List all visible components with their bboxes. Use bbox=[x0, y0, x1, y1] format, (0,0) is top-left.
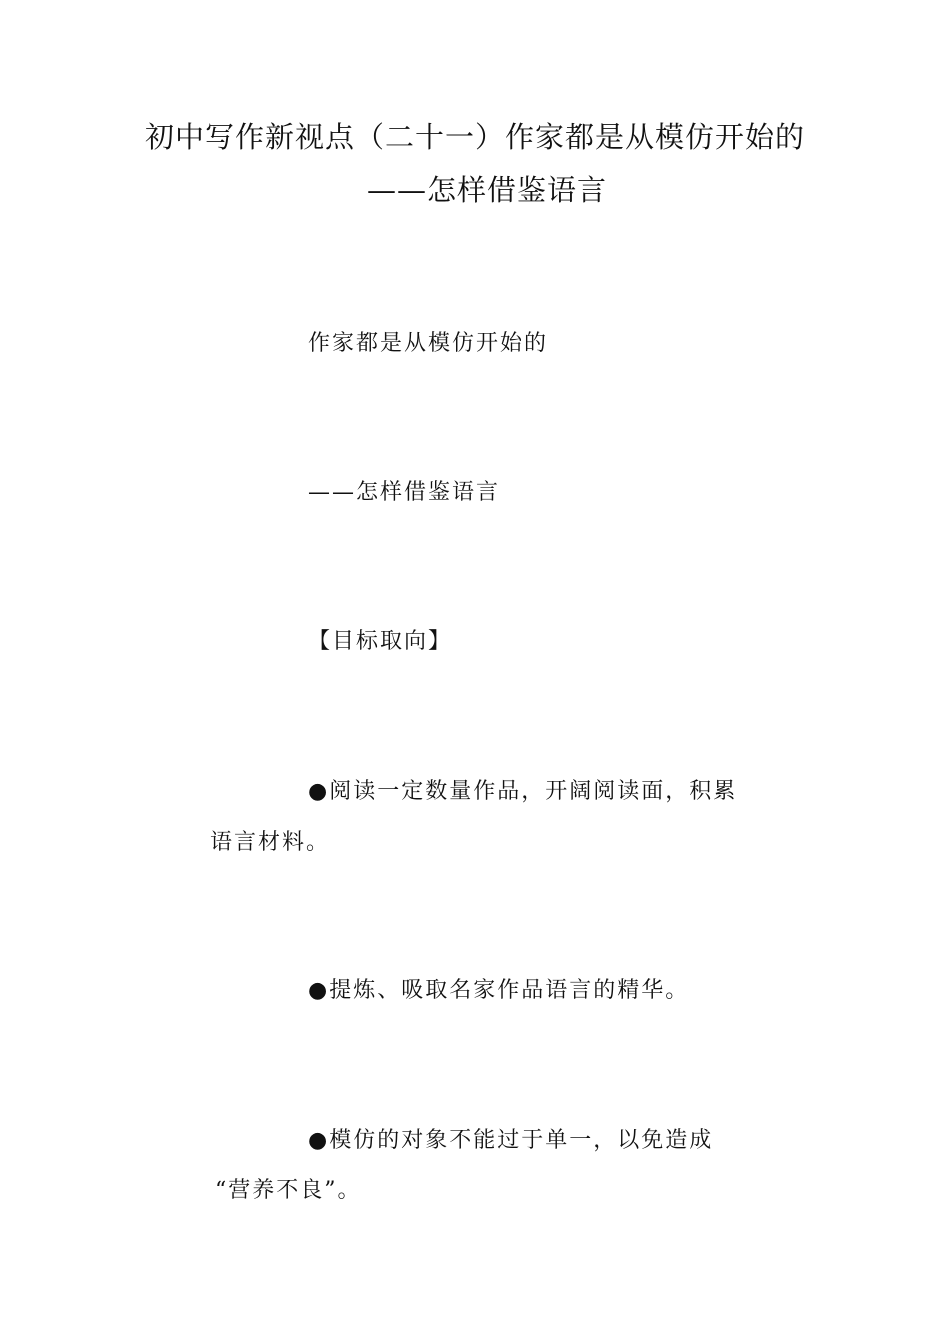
document-title: 初中写作新视点（二十一）作家都是从模仿开始的 bbox=[144, 120, 805, 154]
bullet-item-1-continuation: 语言材料。 bbox=[210, 830, 331, 855]
bullet-item-2: ●提炼、吸取名家作品语言的精华。 bbox=[308, 978, 690, 1003]
bullet-item-3-continuation: “营养不良”。 bbox=[215, 1178, 362, 1203]
document-title-subline: ——怎样借鉴语言 bbox=[366, 173, 607, 207]
bullet-item-3: ●模仿的对象不能过于单一，以免造成 bbox=[308, 1128, 714, 1153]
subtitle-subline: ——怎样借鉴语言 bbox=[308, 480, 501, 505]
section-heading: 【目标取向】 bbox=[308, 629, 453, 654]
subtitle: 作家都是从模仿开始的 bbox=[308, 331, 549, 356]
bullet-item-1: ●阅读一定数量作品，开阔阅读面，积累 bbox=[308, 779, 738, 804]
